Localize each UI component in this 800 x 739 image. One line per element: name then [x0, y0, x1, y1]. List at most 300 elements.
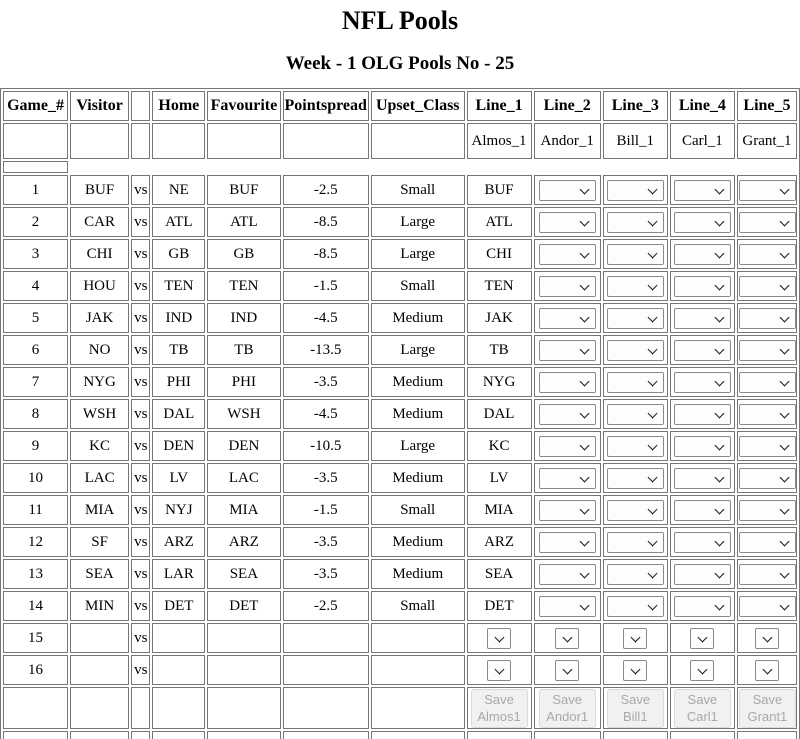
line-1-cell: TB [467, 335, 532, 365]
line-4-select-game-7-wrap [674, 372, 731, 393]
empty-cell [131, 687, 150, 729]
line-5-select-game-3[interactable] [739, 244, 796, 265]
line-4-select-game-9[interactable] [674, 436, 731, 457]
line-3-select-game-5[interactable] [607, 308, 664, 329]
line-4-select-game-2[interactable] [674, 212, 731, 233]
visitor-cell: CHI [70, 239, 129, 269]
line-4-cell [670, 623, 735, 653]
game-number-cell: 16 [3, 655, 68, 685]
game-number-cell: 13 [3, 559, 68, 589]
game-number-cell: 7 [3, 367, 68, 397]
pointspread-cell: -2.5 [283, 591, 369, 621]
line-5-select-game-15-wrap [755, 628, 779, 649]
line-4-select-game-11[interactable] [674, 500, 731, 521]
game-row-15 [3, 623, 797, 653]
line-3-select-game-7[interactable] [607, 372, 664, 393]
line-4-select-game-4[interactable] [674, 276, 731, 297]
line-1-cell: TEN [467, 271, 532, 301]
game-number-cell: 12 [3, 527, 68, 557]
line-1-cell: SEA [467, 559, 532, 589]
line-3-select-game-8[interactable] [607, 404, 664, 425]
visitor-cell [70, 655, 129, 685]
line-4-select-game-1[interactable] [674, 180, 731, 201]
line-5-cell [737, 559, 797, 589]
line-2-select-game-10[interactable] [539, 468, 596, 489]
line-5-select-game-2[interactable] [739, 212, 796, 233]
game-row-7 [3, 367, 797, 397]
line-5-cell [737, 335, 797, 365]
line-4-select-game-8-wrap [674, 404, 731, 425]
line-4-cell [670, 431, 735, 461]
col-header-game-number: Game_# [3, 91, 68, 121]
line-2-select-game-6-wrap [539, 340, 596, 361]
line-2-cell [534, 559, 601, 589]
line-2-select-game-3[interactable] [539, 244, 596, 265]
line-4-select-game-6-wrap [674, 340, 731, 361]
player-name-carl-1: Carl_1 [670, 123, 735, 159]
line-2-cell [534, 527, 601, 557]
pointspread-cell [283, 623, 369, 653]
player-name-andor-1: Andor_1 [534, 123, 601, 159]
line-3-cell [603, 655, 668, 685]
line-1-cell: DET [467, 591, 532, 621]
line-5-select-game-7-wrap [739, 372, 796, 393]
line-4-select-game-13[interactable] [674, 564, 731, 585]
game-number-cell: 8 [3, 399, 68, 429]
page-title: NFL Pools [341, 6, 459, 35]
partial-bottom-row [3, 731, 797, 739]
empty-cell [70, 731, 129, 739]
line-2-select-game-7-wrap [539, 372, 596, 393]
line-2-select-game-15[interactable] [555, 628, 579, 649]
save-grant1-button[interactable]: Save Grant1 [739, 689, 796, 728]
favourite-cell: BUF [207, 175, 280, 205]
vs-label: vs [131, 335, 150, 365]
line-5-select-game-1[interactable] [739, 180, 796, 201]
visitor-cell: JAK [70, 303, 129, 333]
line-2-select-game-1[interactable] [539, 180, 596, 201]
game-number-cell: 3 [3, 239, 68, 269]
home-cell: DEN [152, 431, 205, 461]
line-5-cell [737, 175, 797, 205]
line-5-select-game-12-wrap [739, 532, 796, 553]
empty-cell [152, 123, 205, 159]
line-2-select-game-1-wrap [539, 180, 596, 201]
line-5-select-game-5[interactable] [739, 308, 796, 329]
upset-class-cell: Small [371, 495, 465, 525]
save-andor1-button[interactable]: Save Andor1 [539, 689, 596, 728]
game-row-8 [3, 399, 797, 429]
line-3-cell [603, 559, 668, 589]
vs-label: vs [131, 175, 150, 205]
line-1-cell: KC [467, 431, 532, 461]
pointspread-cell: -2.5 [283, 175, 369, 205]
favourite-cell: TB [207, 335, 280, 365]
pointspread-cell: -10.5 [283, 431, 369, 461]
line-4-cell [670, 239, 735, 269]
line-5-select-game-12[interactable] [739, 532, 796, 553]
favourite-cell: PHI [207, 367, 280, 397]
line-5-select-game-11[interactable] [739, 500, 796, 521]
line-4-select-game-5[interactable] [674, 308, 731, 329]
home-cell: ATL [152, 207, 205, 237]
line-3-cell [603, 207, 668, 237]
pointspread-cell: -3.5 [283, 559, 369, 589]
line-2-cell [534, 655, 601, 685]
line-3-cell [603, 367, 668, 397]
line-4-select-game-7[interactable] [674, 372, 731, 393]
line-3-select-game-6-wrap [607, 340, 664, 361]
line-5-select-game-6-wrap [739, 340, 796, 361]
line-5-cell [737, 207, 797, 237]
line-5-cell [737, 655, 797, 685]
line-1-select-game-15[interactable] [487, 628, 511, 649]
home-cell: GB [152, 239, 205, 269]
visitor-cell: SEA [70, 559, 129, 589]
upset-class-cell: Medium [371, 463, 465, 493]
line-4-select-game-12-wrap [674, 532, 731, 553]
spacer-cell [3, 161, 68, 173]
upset-class-cell: Medium [371, 399, 465, 429]
line-1-cell: BUF [467, 175, 532, 205]
col-header-pointspread: Pointspread [283, 91, 369, 121]
line-2-cell [534, 207, 601, 237]
line-4-select-game-10[interactable] [674, 468, 731, 489]
favourite-cell: LAC [207, 463, 280, 493]
game-number-cell: 4 [3, 271, 68, 301]
empty-cell [131, 123, 150, 159]
pointspread-cell: -1.5 [283, 271, 369, 301]
line-2-cell [534, 591, 601, 621]
empty-cell [371, 687, 465, 729]
line-2-cell [534, 495, 601, 525]
empty-cell [152, 687, 205, 729]
empty-cell [371, 731, 465, 739]
empty-cell [3, 687, 68, 729]
line-5-select-game-9-wrap [739, 436, 796, 457]
line-3-select-game-5-wrap [607, 308, 664, 329]
vs-label: vs [131, 463, 150, 493]
pointspread-cell: -3.5 [283, 527, 369, 557]
line-2-select-game-13[interactable] [539, 564, 596, 585]
line-2-select-game-2-wrap [539, 212, 596, 233]
favourite-cell: SEA [207, 559, 280, 589]
line-2-select-game-4[interactable] [539, 276, 596, 297]
vs-label: vs [131, 527, 150, 557]
visitor-cell: NO [70, 335, 129, 365]
line-2-select-game-8-wrap [539, 404, 596, 425]
line-5-select-game-5-wrap [739, 308, 796, 329]
favourite-cell: MIA [207, 495, 280, 525]
line-3-select-game-3-wrap [607, 244, 664, 265]
favourite-cell: WSH [207, 399, 280, 429]
line-5-select-game-14[interactable] [739, 596, 796, 617]
line-4-select-game-3-wrap [674, 244, 731, 265]
vs-label: vs [131, 303, 150, 333]
visitor-cell [70, 623, 129, 653]
line-1-select-game-16[interactable] [487, 660, 511, 681]
line-4-cell [670, 367, 735, 397]
favourite-cell: DET [207, 591, 280, 621]
line-5-cell [737, 623, 797, 653]
line-5-select-game-14-wrap [739, 596, 796, 617]
line-4-select-game-10-wrap [674, 468, 731, 489]
col-header-line-5: Line_5 [737, 91, 797, 121]
line-4-select-game-4-wrap [674, 276, 731, 297]
game-row-16 [3, 655, 797, 685]
line-5-select-game-13[interactable] [739, 564, 796, 585]
line-4-select-game-9-wrap [674, 436, 731, 457]
line-4-select-game-8[interactable] [674, 404, 731, 425]
empty-cell [737, 731, 797, 739]
col-header-vs [131, 91, 150, 121]
col-header-line-3: Line_3 [603, 91, 668, 121]
line-2-select-game-9[interactable] [539, 436, 596, 457]
col-header-line-4: Line_4 [670, 91, 735, 121]
line-3-select-game-9[interactable] [607, 436, 664, 457]
favourite-cell [207, 623, 280, 653]
line-3-select-game-16-wrap [623, 660, 647, 681]
empty-cell [670, 731, 735, 739]
line-2-cell [534, 399, 601, 429]
game-number-cell: 2 [3, 207, 68, 237]
save-buttons-row [3, 687, 797, 729]
game-row-4 [3, 271, 797, 301]
line-3-select-game-16[interactable] [623, 660, 647, 681]
line-5-select-game-6[interactable] [739, 340, 796, 361]
line-3-select-game-3[interactable] [607, 244, 664, 265]
line-5-select-game-16[interactable] [755, 660, 779, 681]
line-4-select-game-2-wrap [674, 212, 731, 233]
pointspread-cell: -8.5 [283, 207, 369, 237]
game-number-cell: 10 [3, 463, 68, 493]
favourite-cell: ARZ [207, 527, 280, 557]
line-5-select-game-9[interactable] [739, 436, 796, 457]
empty-cell [467, 731, 532, 739]
line-5-select-game-7[interactable] [739, 372, 796, 393]
player-names-row [3, 123, 797, 159]
vs-label: vs [131, 591, 150, 621]
line-5-select-game-15[interactable] [755, 628, 779, 649]
game-row-2 [3, 207, 797, 237]
line-5-cell [737, 431, 797, 461]
save-bill1-button[interactable]: Save Bill1 [607, 689, 664, 728]
game-number-cell: 15 [3, 623, 68, 653]
line-2-select-game-13-wrap [539, 564, 596, 585]
line-2-select-game-7[interactable] [539, 372, 596, 393]
line-2-select-game-14[interactable] [539, 596, 596, 617]
player-name-grant-1: Grant_1 [737, 123, 797, 159]
spacer-row [3, 161, 797, 173]
pointspread-cell: -13.5 [283, 335, 369, 365]
game-number-cell: 14 [3, 591, 68, 621]
home-cell: PHI [152, 367, 205, 397]
line-3-select-game-8-wrap [607, 404, 664, 425]
vs-label: vs [131, 367, 150, 397]
game-row-1 [3, 175, 797, 205]
line-5-cell [737, 463, 797, 493]
line-4-select-game-11-wrap [674, 500, 731, 521]
line-3-select-game-12-wrap [607, 532, 664, 553]
vs-label: vs [131, 399, 150, 429]
line-5-cell [737, 239, 797, 269]
line-1-cell: ATL [467, 207, 532, 237]
visitor-cell: KC [70, 431, 129, 461]
line-2-select-game-4-wrap [539, 276, 596, 297]
favourite-cell: IND [207, 303, 280, 333]
home-cell: TB [152, 335, 205, 365]
line-2-select-game-11-wrap [539, 500, 596, 521]
line-3-select-game-4[interactable] [607, 276, 664, 297]
col-header-visitor: Visitor [70, 91, 129, 121]
empty-cell [70, 687, 129, 729]
line-3-select-game-6[interactable] [607, 340, 664, 361]
line-3-select-game-11[interactable] [607, 500, 664, 521]
line-3-select-game-15[interactable] [623, 628, 647, 649]
line-2-select-game-12[interactable] [539, 532, 596, 553]
favourite-cell: TEN [207, 271, 280, 301]
line-5-select-game-10[interactable] [739, 468, 796, 489]
save-carl1-button[interactable]: Save Carl1 [674, 689, 731, 728]
empty-cell [603, 731, 668, 739]
player-name-bill-1: Bill_1 [603, 123, 668, 159]
col-header-favourite: Favourite [207, 91, 280, 121]
favourite-cell: DEN [207, 431, 280, 461]
line-2-select-game-5[interactable] [539, 308, 596, 329]
line-4-cell [670, 399, 735, 429]
line-1-cell: ARZ [467, 527, 532, 557]
upset-class-cell: Medium [371, 527, 465, 557]
col-header-line-1: Line_1 [467, 91, 532, 121]
line-3-select-game-2-wrap [607, 212, 664, 233]
line-3-select-game-13[interactable] [607, 564, 664, 585]
line-4-select-game-6[interactable] [674, 340, 731, 361]
game-number-cell: 6 [3, 335, 68, 365]
upset-class-cell: Small [371, 175, 465, 205]
line-2-select-game-6[interactable] [539, 340, 596, 361]
line-3-select-game-4-wrap [607, 276, 664, 297]
game-row-9 [3, 431, 797, 461]
upset-class-cell [371, 623, 465, 653]
pointspread-cell: -3.5 [283, 367, 369, 397]
line-4-cell [670, 175, 735, 205]
line-4-select-game-3[interactable] [674, 244, 731, 265]
empty-cell [3, 123, 68, 159]
line-2-select-game-16[interactable] [555, 660, 579, 681]
game-row-11 [3, 495, 797, 525]
line-3-cell [603, 591, 668, 621]
home-cell: TEN [152, 271, 205, 301]
line-4-select-game-15[interactable] [690, 628, 714, 649]
line-3-cell [603, 175, 668, 205]
line-2-select-game-2[interactable] [539, 212, 596, 233]
line-5-select-game-13-wrap [739, 564, 796, 585]
empty-cell [70, 123, 129, 159]
line-3-select-game-13-wrap [607, 564, 664, 585]
line-1-select-game-16-wrap [487, 660, 511, 681]
vs-label: vs [131, 623, 150, 653]
line-4-cell [670, 559, 735, 589]
game-row-3 [3, 239, 797, 269]
vs-label: vs [131, 431, 150, 461]
save-almos1-button[interactable]: Save Almos1 [471, 689, 528, 728]
line-3-select-game-14-wrap [607, 596, 664, 617]
favourite-cell: ATL [207, 207, 280, 237]
line-5-select-game-8-wrap [739, 404, 796, 425]
line-5-select-game-1-wrap [739, 180, 796, 201]
upset-class-cell: Large [371, 335, 465, 365]
line-2-select-game-8[interactable] [539, 404, 596, 425]
line-4-select-game-12[interactable] [674, 532, 731, 553]
line-3-select-game-14[interactable] [607, 596, 664, 617]
game-row-14 [3, 591, 797, 621]
line-2-select-game-3-wrap [539, 244, 596, 265]
line-5-select-game-11-wrap [739, 500, 796, 521]
vs-label: vs [131, 271, 150, 301]
pointspread-cell: -8.5 [283, 239, 369, 269]
game-row-5 [3, 303, 797, 333]
line-1-cell [467, 655, 532, 685]
line-2-cell [534, 303, 601, 333]
line-5-select-game-4-wrap [739, 276, 796, 297]
line-3-select-game-12[interactable] [607, 532, 664, 553]
line-2-select-game-11[interactable] [539, 500, 596, 521]
line-3-cell [603, 431, 668, 461]
line-3-select-game-11-wrap [607, 500, 664, 521]
line-5-select-game-8[interactable] [739, 404, 796, 425]
line-3-select-game-15-wrap [623, 628, 647, 649]
line-4-select-game-5-wrap [674, 308, 731, 329]
upset-class-cell [371, 655, 465, 685]
line-3-select-game-10-wrap [607, 468, 664, 489]
line-4-select-game-14-wrap [674, 596, 731, 617]
game-number-cell: 1 [3, 175, 68, 205]
line-4-select-game-16[interactable] [690, 660, 714, 681]
line-2-cell [534, 431, 601, 461]
upset-class-cell: Medium [371, 367, 465, 397]
line-5-select-game-16-wrap [755, 660, 779, 681]
line-1-select-game-15-wrap [487, 628, 511, 649]
line-5-select-game-3-wrap [739, 244, 796, 265]
line-2-cell [534, 271, 601, 301]
home-cell: LV [152, 463, 205, 493]
line-2-cell [534, 239, 601, 269]
line-2-cell [534, 175, 601, 205]
visitor-cell: BUF [70, 175, 129, 205]
line-3-cell [603, 495, 668, 525]
player-name-almos-1: Almos_1 [467, 123, 532, 159]
line-5-select-game-4[interactable] [739, 276, 796, 297]
pointspread-cell: -4.5 [283, 303, 369, 333]
upset-class-cell: Small [371, 591, 465, 621]
line-3-select-game-2[interactable] [607, 212, 664, 233]
line-2-cell [534, 623, 601, 653]
upset-class-cell: Small [371, 271, 465, 301]
line-3-select-game-10[interactable] [607, 468, 664, 489]
line-4-cell [670, 303, 735, 333]
pools-table [0, 88, 800, 739]
col-header-home: Home [152, 91, 205, 121]
line-1-cell: CHI [467, 239, 532, 269]
line-4-cell [670, 207, 735, 237]
col-header-upset-class: Upset_Class [371, 91, 465, 121]
visitor-cell: HOU [70, 271, 129, 301]
line-3-select-game-1[interactable] [607, 180, 664, 201]
game-number-cell: 5 [3, 303, 68, 333]
line-4-select-game-16-wrap [690, 660, 714, 681]
home-cell: ARZ [152, 527, 205, 557]
line-4-select-game-14[interactable] [674, 596, 731, 617]
